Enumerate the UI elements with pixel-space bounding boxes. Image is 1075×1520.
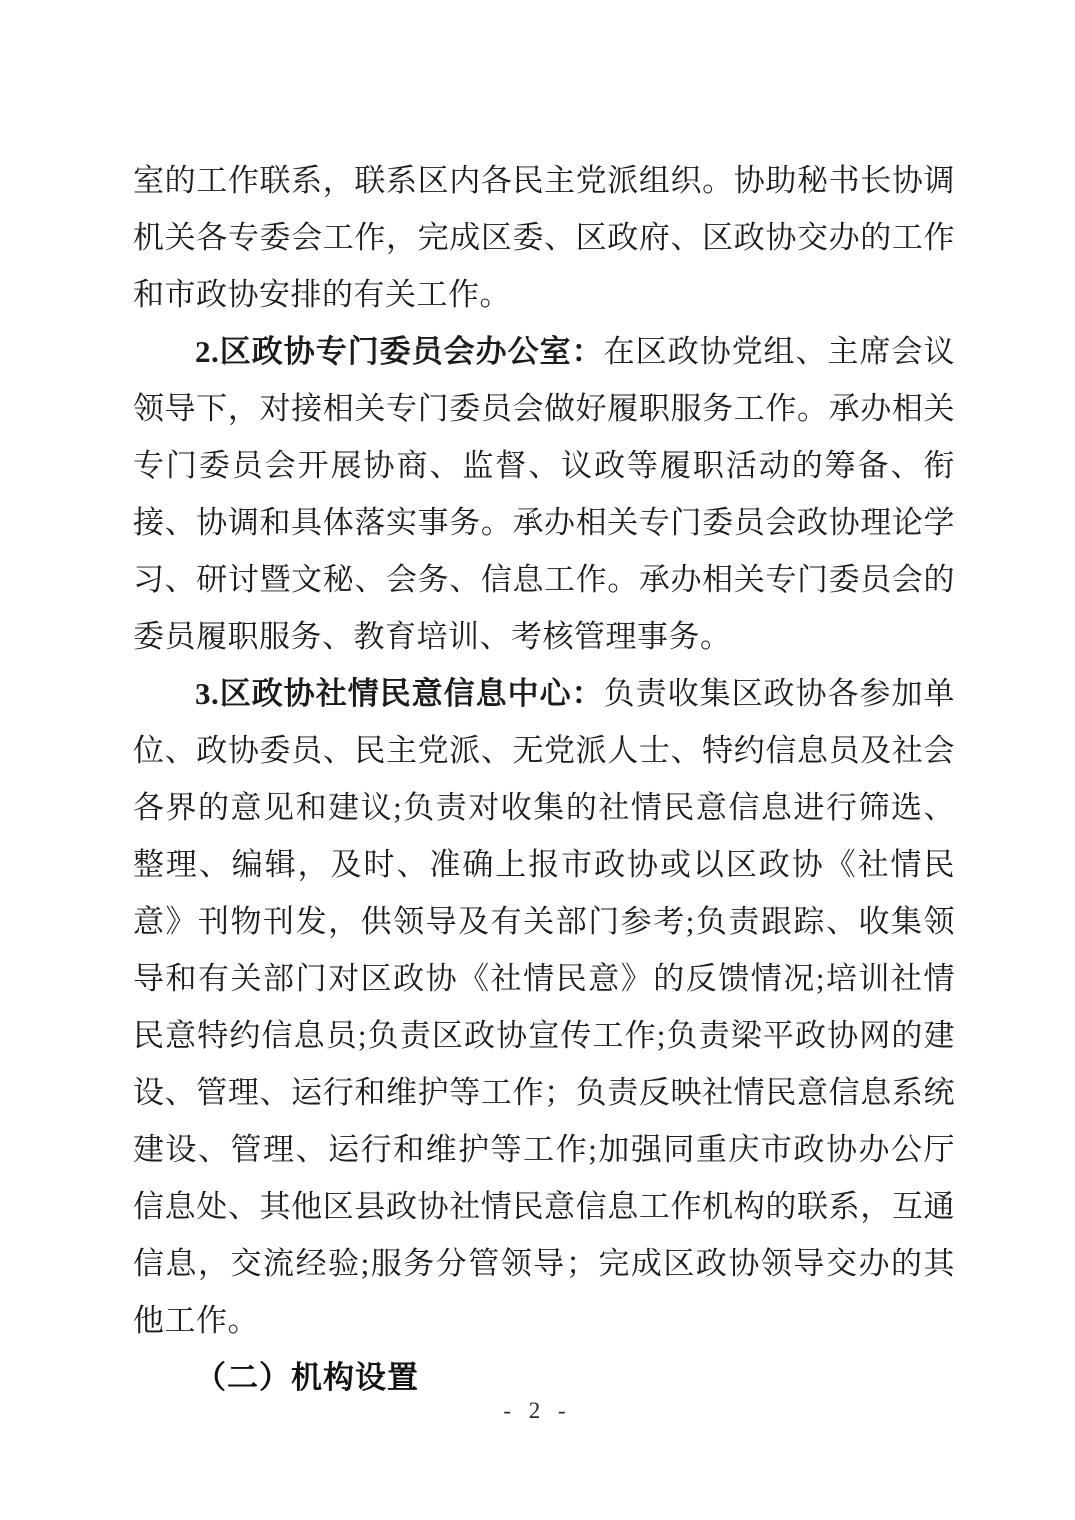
paragraph-lead-3: 3.区政协社情民意信息中心：: [195, 676, 604, 711]
paragraph-text: 室的工作联系，联系区内各民主党派组织。协助秘书长协调机关各专委会工作，完成区委、区政府、区政协交办的工作和市政协安排的有关工作。: [133, 163, 955, 312]
section-heading: （二）机构设置: [195, 1360, 419, 1395]
paragraph-duty-3: [133, 665, 955, 1349]
document-body: [133, 152, 955, 1406]
page-footer: [0, 1398, 1075, 1424]
paragraph-text: 在区政协党组、主席会议领导下，对接相关专门委员会做好履职服务工作。承办相关专门委员会开展协商、监督、议政等履职活动的筹备、衔接、协调和具体落实事务。承办相关专门委员会政协理论学习、研讨暨文秘、会务、信息工作。承办相关专门委员会的委员履职服务、教育培训、考核管理事务。: [133, 334, 955, 654]
paragraph-lead-2: 2.区政协专门委员会办公室：: [195, 334, 604, 369]
paragraph-text: 负责收集区政协各参加单位、政协委员、民主党派、无党派人士、特约信息员及社会各界的意见和建议;负责对收集的社情民意信息进行筛选、整理、编辑，及时、准确上报市政协或以区政协《社情民意》刊物刊发，供领导及有关部门参考;负责跟踪、收集领导和有关部门对区政协《社情民意》的反馈情况;培训社情民意特约信息员;负责区政协宣传工作;负责梁平政协网的建设、管理、运行和维护等工作；负责反映社情民意信息系统建设、管理、运行和维护等工作;加强同重庆市政协办公厅信息处、其他区县政协社情民意信息工作机构的联系，互通信息，交流经验;服务分管领导；完成区政协领导交办的其他工作。: [133, 676, 955, 1338]
page-number: - 2 -: [503, 1398, 572, 1423]
paragraph-continuation: [133, 152, 955, 323]
paragraph-duty-2: [133, 323, 955, 665]
